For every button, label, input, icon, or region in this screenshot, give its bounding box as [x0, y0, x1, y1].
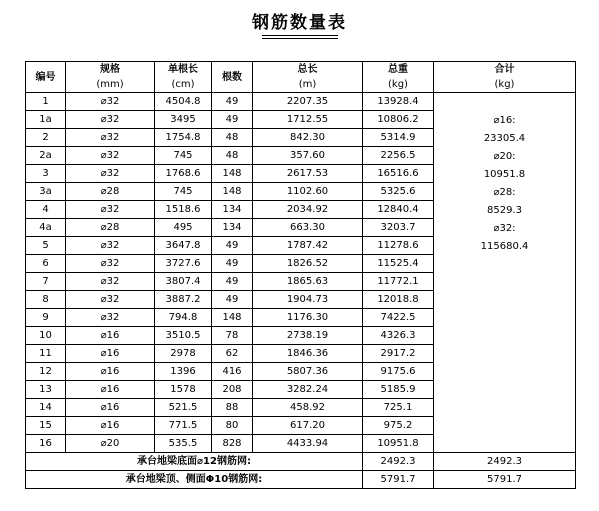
row-unit-length: 4504.8: [155, 93, 212, 111]
row-number: 12: [26, 363, 66, 381]
row-total-weight: 10951.8: [363, 435, 434, 453]
footer-sum: 5791.7: [434, 471, 576, 489]
footer-weight: 5791.7: [363, 471, 434, 489]
row-count: 62: [212, 345, 253, 363]
title-underline: [262, 35, 338, 36]
row-unit-length: 745: [155, 147, 212, 165]
row-total-length: 1102.60: [253, 183, 363, 201]
row-spec: ⌀32: [66, 309, 155, 327]
row-spec: ⌀28: [66, 183, 155, 201]
row-total-weight: 725.1: [363, 399, 434, 417]
header-unit-row: [26, 77, 576, 93]
row-total-length: 2207.35: [253, 93, 363, 111]
row-total-weight: 16516.6: [363, 165, 434, 183]
header-spec-unit: (mm): [66, 77, 155, 93]
row-number: 1: [26, 93, 66, 111]
row-number: 9: [26, 309, 66, 327]
row-total-weight: 12840.4: [363, 201, 434, 219]
row-total-weight: 13928.4: [363, 93, 434, 111]
summary-line: 23305.4: [483, 133, 526, 144]
row-count: 148: [212, 165, 253, 183]
row-total-weight: 975.2: [363, 417, 434, 435]
row-count: 416: [212, 363, 253, 381]
row-spec: ⌀16: [66, 381, 155, 399]
row-spec: ⌀32: [66, 165, 155, 183]
summary-line: ⌀28:: [493, 187, 516, 198]
row-total-weight: 11772.1: [363, 273, 434, 291]
row-spec: ⌀32: [66, 291, 155, 309]
footer-label: 承台地梁顶、侧面Φ10钢筋网:: [26, 471, 363, 489]
row-total-weight: 11525.4: [363, 255, 434, 273]
row-total-length: 2617.53: [253, 165, 363, 183]
row-count: 78: [212, 327, 253, 345]
row-unit-length: 1768.6: [155, 165, 212, 183]
row-spec: ⌀28: [66, 219, 155, 237]
row-total-length: 2034.92: [253, 201, 363, 219]
row-total-length: 1846.36: [253, 345, 363, 363]
row-number: 7: [26, 273, 66, 291]
header-total-weight-unit: (kg): [363, 77, 434, 93]
row-total-weight: 10806.2: [363, 111, 434, 129]
row-count: 48: [212, 147, 253, 165]
row-total-length: 1826.52: [253, 255, 363, 273]
header-total-length: 总长: [253, 62, 363, 78]
row-total-weight: 11278.6: [363, 237, 434, 255]
row-unit-length: 771.5: [155, 417, 212, 435]
footer-row: [26, 453, 576, 471]
row-unit-length: 3727.6: [155, 255, 212, 273]
row-spec: ⌀32: [66, 93, 155, 111]
row-total-length: 5807.36: [253, 363, 363, 381]
row-count: 49: [212, 93, 253, 111]
row-count: 208: [212, 381, 253, 399]
row-number: 14: [26, 399, 66, 417]
row-total-weight: 5325.6: [363, 183, 434, 201]
row-total-weight: 9175.6: [363, 363, 434, 381]
row-spec: ⌀16: [66, 417, 155, 435]
row-total-length: 617.20: [253, 417, 363, 435]
row-count: 49: [212, 273, 253, 291]
row-number: 3: [26, 165, 66, 183]
row-unit-length: 794.8: [155, 309, 212, 327]
footer-weight: 2492.3: [363, 453, 434, 471]
footer-sum: 2492.3: [434, 453, 576, 471]
row-total-weight: 5314.9: [363, 129, 434, 147]
header-unit-length-unit: (cm): [155, 77, 212, 93]
row-spec: ⌀32: [66, 129, 155, 147]
row-spec: ⌀32: [66, 237, 155, 255]
summary-line: 115680.4: [480, 241, 529, 252]
row-count: 80: [212, 417, 253, 435]
row-count: 49: [212, 255, 253, 273]
row-unit-length: 1518.6: [155, 201, 212, 219]
header-sum: 合计: [434, 62, 576, 78]
row-number: 15: [26, 417, 66, 435]
row-number: 3a: [26, 183, 66, 201]
row-total-length: 1787.42: [253, 237, 363, 255]
row-number: 5: [26, 237, 66, 255]
row-count: 49: [212, 111, 253, 129]
summary-line: ⌀16:: [493, 115, 516, 126]
footer-label: 承台地梁底面⌀12钢筋网:: [26, 453, 363, 471]
header-total-length-unit: (m): [253, 77, 363, 93]
row-count: 134: [212, 219, 253, 237]
row-total-length: 1904.73: [253, 291, 363, 309]
row-number: 2: [26, 129, 66, 147]
row-total-length: 1865.63: [253, 273, 363, 291]
footer-row: [26, 471, 576, 489]
row-unit-length: 2978: [155, 345, 212, 363]
title-underline-secondary: [262, 38, 338, 39]
summary-line: ⌀32:: [493, 223, 516, 234]
row-count: 88: [212, 399, 253, 417]
row-total-weight: 7422.5: [363, 309, 434, 327]
row-spec: ⌀32: [66, 147, 155, 165]
row-number: 11: [26, 345, 66, 363]
row-number: 4a: [26, 219, 66, 237]
row-unit-length: 521.5: [155, 399, 212, 417]
row-unit-length: 1754.8: [155, 129, 212, 147]
row-total-length: 2738.19: [253, 327, 363, 345]
rebar-quantity-table: [25, 61, 576, 489]
summary-line: ⌀20:: [493, 151, 516, 162]
row-count: 148: [212, 183, 253, 201]
header-spec: 规格: [66, 62, 155, 78]
row-total-weight: 3203.7: [363, 219, 434, 237]
row-unit-length: 535.5: [155, 435, 212, 453]
row-unit-length: 3887.2: [155, 291, 212, 309]
table-row: [26, 93, 576, 111]
summary-line: 8529.3: [487, 205, 522, 216]
row-count: 148: [212, 309, 253, 327]
row-total-weight: 2917.2: [363, 345, 434, 363]
header-row: [26, 62, 576, 78]
summary-line: 10951.8: [483, 169, 526, 180]
row-total-weight: 5185.9: [363, 381, 434, 399]
row-total-length: 1712.55: [253, 111, 363, 129]
row-spec: ⌀32: [66, 255, 155, 273]
header-count: 根数: [212, 62, 253, 93]
row-unit-length: 3807.4: [155, 273, 212, 291]
row-unit-length: 1396: [155, 363, 212, 381]
row-unit-length: 3647.8: [155, 237, 212, 255]
row-spec: ⌀32: [66, 111, 155, 129]
row-number: 8: [26, 291, 66, 309]
row-total-length: 357.60: [253, 147, 363, 165]
row-total-weight: 2256.5: [363, 147, 434, 165]
row-total-length: 458.92: [253, 399, 363, 417]
header-total-weight: 总重: [363, 62, 434, 78]
row-spec: ⌀16: [66, 363, 155, 381]
row-count: 49: [212, 291, 253, 309]
row-total-length: 842.30: [253, 129, 363, 147]
row-total-length: 663.30: [253, 219, 363, 237]
table-title: 钢筋数量表: [252, 13, 347, 33]
header-sum-unit: (kg): [434, 77, 576, 93]
summary-cell: [434, 93, 576, 453]
row-unit-length: 3510.5: [155, 327, 212, 345]
row-spec: ⌀16: [66, 327, 155, 345]
row-total-weight: 12018.8: [363, 291, 434, 309]
row-number: 16: [26, 435, 66, 453]
row-count: 48: [212, 129, 253, 147]
row-spec: ⌀20: [66, 435, 155, 453]
header-unit-length: 单根长: [155, 62, 212, 78]
row-total-weight: 4326.3: [363, 327, 434, 345]
row-unit-length: 3495: [155, 111, 212, 129]
row-number: 1a: [26, 111, 66, 129]
row-number: 6: [26, 255, 66, 273]
row-count: 134: [212, 201, 253, 219]
row-number: 10: [26, 327, 66, 345]
row-count: 49: [212, 237, 253, 255]
row-spec: ⌀16: [66, 345, 155, 363]
row-spec: ⌀32: [66, 201, 155, 219]
row-number: 4: [26, 201, 66, 219]
row-unit-length: 745: [155, 183, 212, 201]
row-total-length: 4433.94: [253, 435, 363, 453]
row-unit-length: 1578: [155, 381, 212, 399]
row-total-length: 3282.24: [253, 381, 363, 399]
row-total-length: 1176.30: [253, 309, 363, 327]
summary-line: [434, 94, 575, 112]
row-number: 2a: [26, 147, 66, 165]
row-number: 13: [26, 381, 66, 399]
row-spec: ⌀16: [66, 399, 155, 417]
row-count: 828: [212, 435, 253, 453]
row-unit-length: 495: [155, 219, 212, 237]
row-spec: ⌀32: [66, 273, 155, 291]
header-no: 编号: [26, 62, 66, 93]
